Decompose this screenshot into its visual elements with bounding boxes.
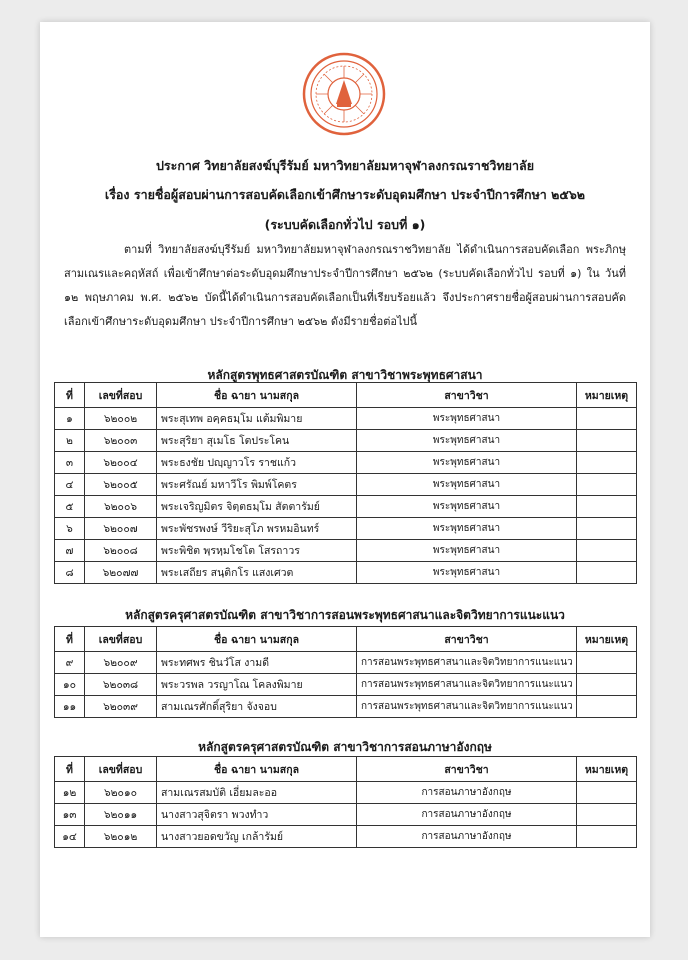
table-row [55,826,637,848]
row-major: พระพุทธศาสนา [357,408,577,430]
row-name: สามเณรสมบัติ เอี่ยมละออ [157,782,357,804]
row-major: การสอนพระพุทธศาสนาและจิตวิทยาการแนะแนว [357,652,577,674]
row-major: พระพุทธศาสนา [357,474,577,496]
table-row [55,562,637,584]
row-no: ๖ [55,518,85,540]
row-exam-id: ๖๒๐๐๓ [85,430,157,452]
row-remark [577,674,637,696]
row-remark [577,408,637,430]
row-name: พระเสถียร สนฺติกโร แสงเศวต [157,562,357,584]
row-major: พระพุทธศาสนา [357,518,577,540]
col-name: ชื่อ ฉายา นามสกุล [157,383,357,408]
row-exam-id: ๖๒๐๓๘ [85,674,157,696]
row-major: การสอนภาษาอังกฤษ [357,826,577,848]
table-row [55,804,637,826]
row-no: ๓ [55,452,85,474]
table-row [55,674,637,696]
row-major: การสอนพระพุทธศาสนาและจิตวิทยาการแนะแนว [357,674,577,696]
table-row [55,518,637,540]
row-remark [577,782,637,804]
announcement-title: ประกาศ วิทยาลัยสงฆ์บุรีรัมย์ มหาวิทยาลัยมหาจุฬาลงกรณราชวิทยาลัย [155,158,535,173]
row-exam-id: ๖๒๐๑๑ [85,804,157,826]
row-name: พระพิชิต พฺรหฺมโชโต โสรถาวร [157,540,357,562]
table-row [55,474,637,496]
row-exam-id: ๖๒๐๑๐ [85,782,157,804]
table-row [55,496,637,518]
university-seal-icon [302,52,386,136]
row-exam-id: ๖๒๐๐๗ [85,518,157,540]
row-no: ๑๔ [55,826,85,848]
row-remark [577,696,637,718]
announcement-subject: เรื่อง รายชื่อผู้สอบผ่านการสอบคัดเลือกเข้าศึกษาระดับอุดมศึกษา ประจำปีการศึกษา ๒๕๖๒ [104,187,586,202]
row-exam-id: ๖๒๐๗๗ [85,562,157,584]
table-row [55,540,637,562]
table-row [55,408,637,430]
row-no: ๒ [55,430,85,452]
row-exam-id: ๖๒๐๑๒ [85,826,157,848]
col-exam-id: เลขที่สอบ [85,757,157,782]
row-no: ๗ [55,540,85,562]
table-row [55,452,637,474]
row-no: ๙ [55,652,85,674]
row-remark [577,430,637,452]
row-no: ๑๓ [55,804,85,826]
col-no: ที่ [55,627,85,652]
row-name: พระวรพล วรญาโณ โคลงพิมาย [157,674,357,696]
document-page [40,22,650,937]
row-exam-id: ๖๒๐๐๖ [85,496,157,518]
table-row [55,652,637,674]
row-no: ๕ [55,496,85,518]
row-no: ๔ [55,474,85,496]
col-no: ที่ [55,757,85,782]
results-table-teaching-english [54,756,637,848]
row-exam-id: ๖๒๐๐๒ [85,408,157,430]
row-major: การสอนพระพุทธศาสนาและจิตวิทยาการแนะแนว [357,696,577,718]
announcement-body [64,238,626,334]
col-remark: หมายเหตุ [577,757,637,782]
announcement-round: (ระบบคัดเลือกทั่วไป รอบที่ ๑) [264,217,426,232]
row-no: ๑ [55,408,85,430]
row-name: นางสาวสุจิตรา พวงทำว [157,804,357,826]
results-table-teaching-buddhism [54,626,637,718]
row-exam-id: ๖๒๐๐๕ [85,474,157,496]
row-major: การสอนภาษาอังกฤษ [357,782,577,804]
row-remark [577,826,637,848]
col-remark: หมายเหตุ [577,627,637,652]
row-remark [577,518,637,540]
col-major: สาขาวิชา [357,757,577,782]
row-major: พระพุทธศาสนา [357,452,577,474]
row-name: พระทศพร ชินวํโส งามดี [157,652,357,674]
row-remark [577,652,637,674]
table-row [55,782,637,804]
section-title-teaching-buddhism: หลักสูตรครุศาสตรบัณฑิต สาขาวิชาการสอนพระพุทธศาสนาและจิตวิทยาการแนะแนว [125,608,565,622]
row-name: นางสาวยอดขวัญ เกล้ารัมย์ [157,826,357,848]
row-exam-id: ๖๒๐๐๔ [85,452,157,474]
row-major: พระพุทธศาสนา [357,540,577,562]
body-paragraph: ตามที่ วิทยาลัยสงฆ์บุรีรัมย์ มหาวิทยาลัยมหาจุฬาลงกรณราชวิทยาลัย ได้ดำเนินการสอบคัดเลือก พระภิกษุสามเณรและคฤหัสถ์ เพื่อเข้าศึกษาต่อระดับอุดมศึกษาประจำปีการศึกษา ๒๕๖๒ (ระบบคัดเลือกทั่วไป รอบที่ ๑) ใน วันที่ ๑๒ พฤษภาคม พ.ศ. ๒๕๖๒ บัดนี้ได้ดำเนินการสอบคัดเลือกเป็นที่เรียบร้อยแล้ว จึงประกาศรายชื่อผู้สอบผ่านการสอบคัดเลือกเข้าศึกษาระดับอุดมศึกษา ประจำปีการศึกษา ๒๕๖๒ ดังมีรายชื่อต่อไปนี้ [64,243,626,328]
table-row [55,696,637,718]
row-name: พระสุเทพ อคฺคธมฺโม แต้มพิมาย [157,408,357,430]
row-name: พระธงชัย ปญฺญาวโร ราชแก้ว [157,452,357,474]
row-no: ๑๑ [55,696,85,718]
row-name: พระพัชรพงษ์ วีริยะสุโภ พรหมอินทร์ [157,518,357,540]
row-no: ๘ [55,562,85,584]
results-table-buddhism [54,382,637,584]
row-exam-id: ๖๒๐๓๙ [85,696,157,718]
row-name: พระศรัณย์ มหาวีโร พิมพ์โคตร [157,474,357,496]
section-title-buddhism: หลักสูตรพุทธศาสตรบัณฑิต สาขาวิชาพระพุทธศาสนา [207,368,483,382]
row-name: พระสุริยา สุเมโธ โตประโคน [157,430,357,452]
col-remark: หมายเหตุ [577,383,637,408]
table-header-row [55,627,637,652]
row-no: ๑๒ [55,782,85,804]
col-major: สาขาวิชา [357,383,577,408]
table-header-row [55,757,637,782]
col-exam-id: เลขที่สอบ [85,627,157,652]
row-exam-id: ๖๒๐๐๙ [85,652,157,674]
table-header-row [55,383,637,408]
row-major: พระพุทธศาสนา [357,562,577,584]
row-name: สามเณรศักดิ์สุริยา จังจอบ [157,696,357,718]
col-exam-id: เลขที่สอบ [85,383,157,408]
col-no: ที่ [55,383,85,408]
col-name: ชื่อ ฉายา นามสกุล [157,627,357,652]
col-major: สาขาวิชา [357,627,577,652]
row-remark [577,562,637,584]
row-major: พระพุทธศาสนา [357,496,577,518]
row-major: พระพุทธศาสนา [357,430,577,452]
row-exam-id: ๖๒๐๐๘ [85,540,157,562]
section-title-teaching-english: หลักสูตรครุศาสตรบัณฑิต สาขาวิชาการสอนภาษาอังกฤษ [198,740,492,754]
row-major: การสอนภาษาอังกฤษ [357,804,577,826]
row-no: ๑๐ [55,674,85,696]
table-row [55,430,637,452]
row-remark [577,804,637,826]
row-remark [577,452,637,474]
row-remark [577,474,637,496]
row-remark [577,540,637,562]
col-name: ชื่อ ฉายา นามสกุล [157,757,357,782]
row-name: พระเจริญมิตร จิตฺตธมฺโม สัตตารัมย์ [157,496,357,518]
row-remark [577,496,637,518]
